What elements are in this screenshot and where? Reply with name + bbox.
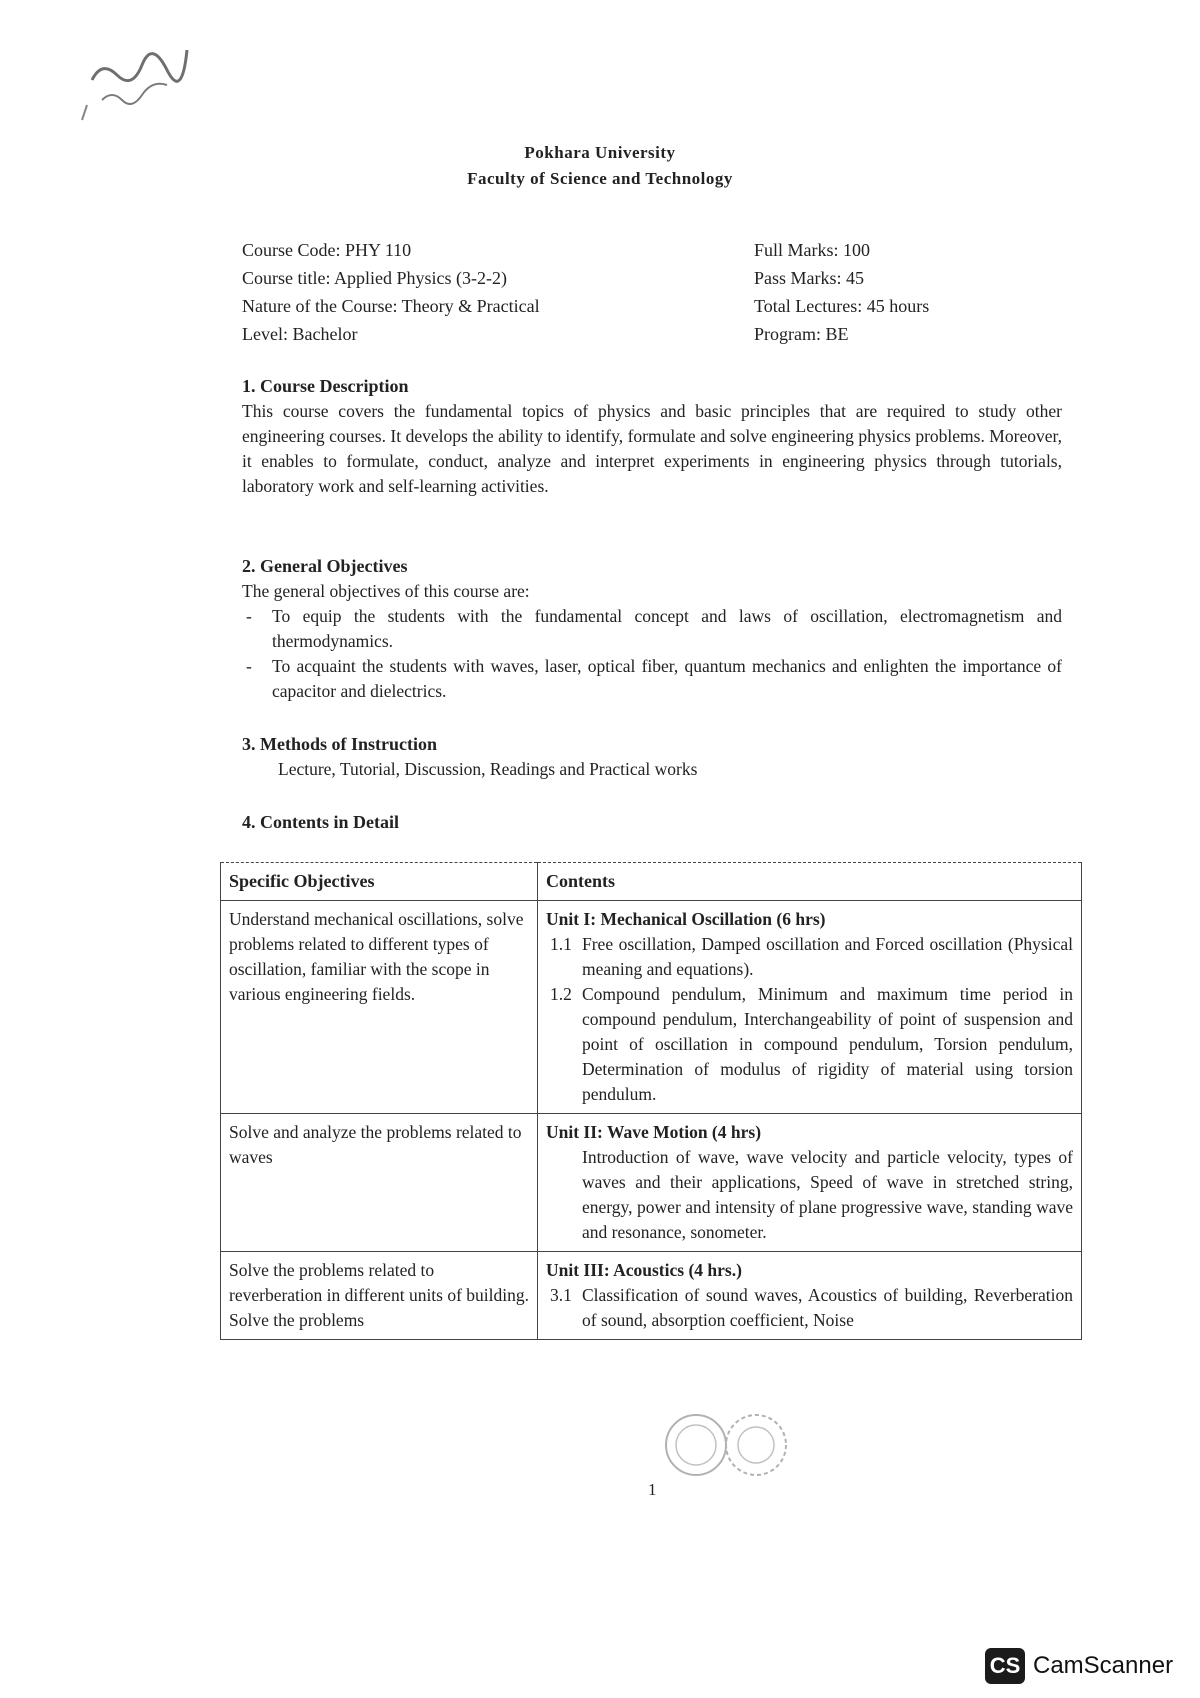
table-header-row	[221, 863, 1082, 901]
section-title: 3. Methods of Instruction	[242, 734, 438, 754]
list-item: - To equip the students with the fundamental concept and laws of oscillation, electromagnetism and thermodynamics.	[272, 604, 1062, 654]
contents-cell	[538, 1114, 1082, 1252]
faculty-name: Faculty of Science and Technology	[467, 169, 733, 188]
section-body: Lecture, Tutorial, Discussion, Readings and Practical works	[278, 759, 698, 779]
section-methods-of-instruction	[242, 732, 1062, 782]
pass-marks: Pass Marks: 45	[754, 268, 865, 288]
page-number: 1	[648, 1480, 657, 1499]
section-body: This course covers the fundamental topics of physics and basic principles that are required to study other engineering courses. It develops the ability to identify, formulate and solve engineering physics problems. Moreover, it enables to formulate, conduct, analyze and interpret experiments in engineering physics through tutorials, laboratory work and self-learning activities.	[242, 401, 1062, 496]
objectives-list	[242, 604, 1062, 704]
course-code: Course Code: PHY 110	[242, 240, 412, 260]
full-marks: Full Marks: 100	[754, 240, 871, 260]
section-contents-in-detail	[242, 810, 1062, 835]
item-text: Free oscillation, Damped oscillation and Forced oscillation (Physical meaning and equations).	[582, 934, 1073, 979]
list-item: - To acquaint the students with waves, laser, optical fiber, quantum mechanics and enlighten the importance of capacitor and dielectrics.	[272, 654, 1062, 704]
section-intro: The general objectives of this course are:	[242, 581, 530, 601]
document-header	[0, 140, 1200, 192]
section-title: 2. General Objectives	[242, 556, 408, 576]
camscanner-watermark	[985, 1648, 1173, 1684]
objective-cell: Solve the problems related to reverberation in different units of building. Solve the problems	[221, 1252, 538, 1340]
course-meta-right	[754, 236, 929, 348]
course-title: Course title: Applied Physics (3-2-2)	[242, 268, 507, 288]
contents-cell	[538, 901, 1082, 1114]
camscanner-name: CamScanner	[1033, 1652, 1174, 1679]
item-number: 1.2	[550, 984, 572, 1004]
university-name: Pokhara University	[524, 143, 676, 162]
section-general-objectives	[242, 554, 1062, 704]
item-text: Classification of sound waves, Acoustics of building, Reverberation of sound, absorption coefficient, Noise	[582, 1285, 1073, 1330]
contents-cell	[538, 1252, 1082, 1340]
total-lectures: Total Lectures: 45 hours	[754, 296, 930, 316]
item-text: Compound pendulum, Minimum and maximum time period in compound pendulum, Interchangeability of point of suspension and point of oscillation in compound pendulum, Torsion pendulum, Determination of modulus of rigidity of material using torsion pendulum.	[582, 984, 1073, 1104]
column-header-objectives: Specific Objectives	[221, 863, 538, 901]
objective-cell: Understand mechanical oscillations, solve problems related to different types of oscillation, familiar with the scope in various engineering fields.	[221, 901, 538, 1114]
course-level: Level: Bachelor	[242, 324, 358, 344]
section-course-description	[242, 374, 1062, 499]
list-item	[546, 982, 1073, 1107]
course-meta-left	[242, 236, 540, 348]
official-seal	[656, 1400, 796, 1480]
unit-title: Unit I: Mechanical Oscillation (6 hrs)	[546, 909, 826, 929]
section-title: 4. Contents in Detail	[242, 812, 399, 832]
item-number: 3.1	[550, 1285, 572, 1305]
item-number: 1.1	[550, 934, 572, 954]
unit-paragraph: Introduction of wave, wave velocity and particle velocity, types of waves and their applications, Speed of wave in stretched string, energy, power and intensity of plane progressive wave, standing wave and resonance, sonometer.	[582, 1147, 1073, 1242]
list-item	[546, 932, 1073, 982]
course-nature: Nature of the Course: Theory & Practical	[242, 296, 540, 316]
camscanner-badge: CS	[985, 1648, 1025, 1684]
table-row	[221, 1252, 1082, 1340]
table-row	[221, 901, 1082, 1114]
unit-items	[546, 1283, 1073, 1333]
unit-title: Unit III: Acoustics (4 hrs.)	[546, 1260, 742, 1280]
handwritten-annotation	[72, 40, 202, 130]
objective-cell: Solve and analyze the problems related to waves	[221, 1114, 538, 1252]
section-title: 1. Course Description	[242, 376, 409, 396]
unit-title: Unit II: Wave Motion (4 hrs)	[546, 1122, 762, 1142]
contents-table	[220, 862, 1082, 1340]
table-row	[221, 1114, 1082, 1252]
unit-items	[546, 932, 1073, 1107]
column-header-contents: Contents	[538, 863, 1082, 901]
program: Program: BE	[754, 324, 849, 344]
list-item	[546, 1283, 1073, 1333]
